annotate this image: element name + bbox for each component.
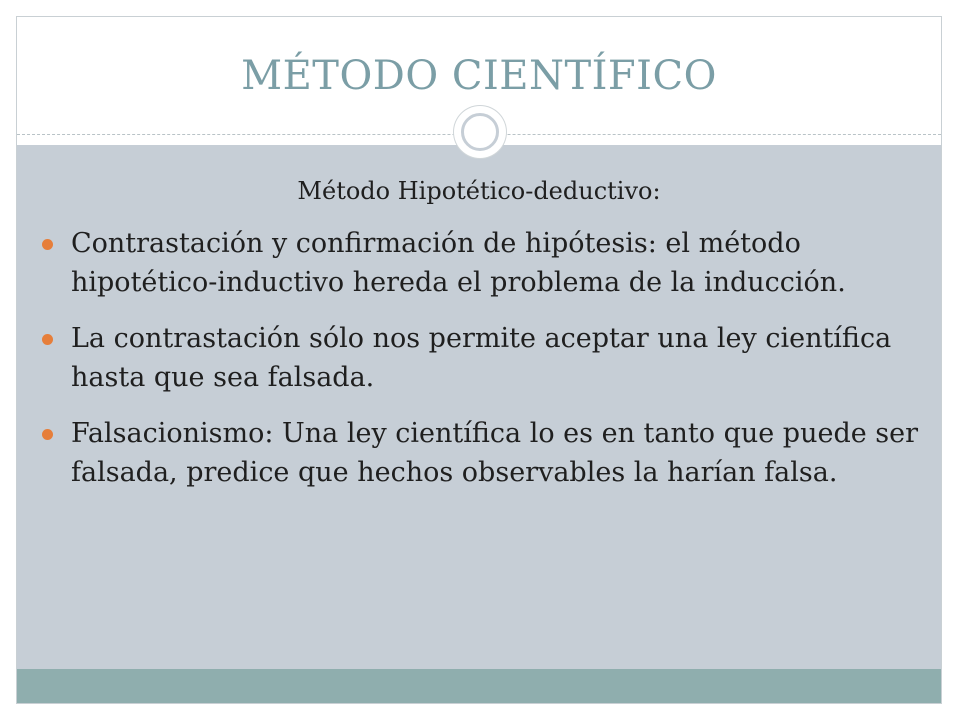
bullet-item: [39, 414, 919, 492]
bullet-item: [39, 224, 919, 302]
bullet-text: Falsacionismo: Una ley científica lo es en tanto que puede ser falsada, predice que hechos observables la harían falsa.: [71, 418, 919, 488]
bullet-text: La contrastación sólo nos permite aceptar una ley científica hasta que sea falsada.: [71, 323, 892, 393]
bullet-item: [39, 319, 919, 397]
slide: [16, 16, 942, 704]
slide-subtitle: Método Hipotético-deductivo:: [297, 177, 661, 205]
bullet-text: Contrastación y confirmación de hipótesis: el método hipotético-inductivo hereda el problema de la inducción.: [71, 228, 846, 298]
bullet-list: [39, 224, 919, 509]
bullet-dot-icon: [42, 429, 53, 440]
slide-title: MÉTODO CIENTÍFICO: [241, 53, 717, 99]
footer-band: [17, 669, 941, 703]
circle-ornament-icon: [454, 106, 506, 158]
bullet-dot-icon: [42, 239, 53, 250]
bullet-dot-icon: [42, 334, 53, 345]
